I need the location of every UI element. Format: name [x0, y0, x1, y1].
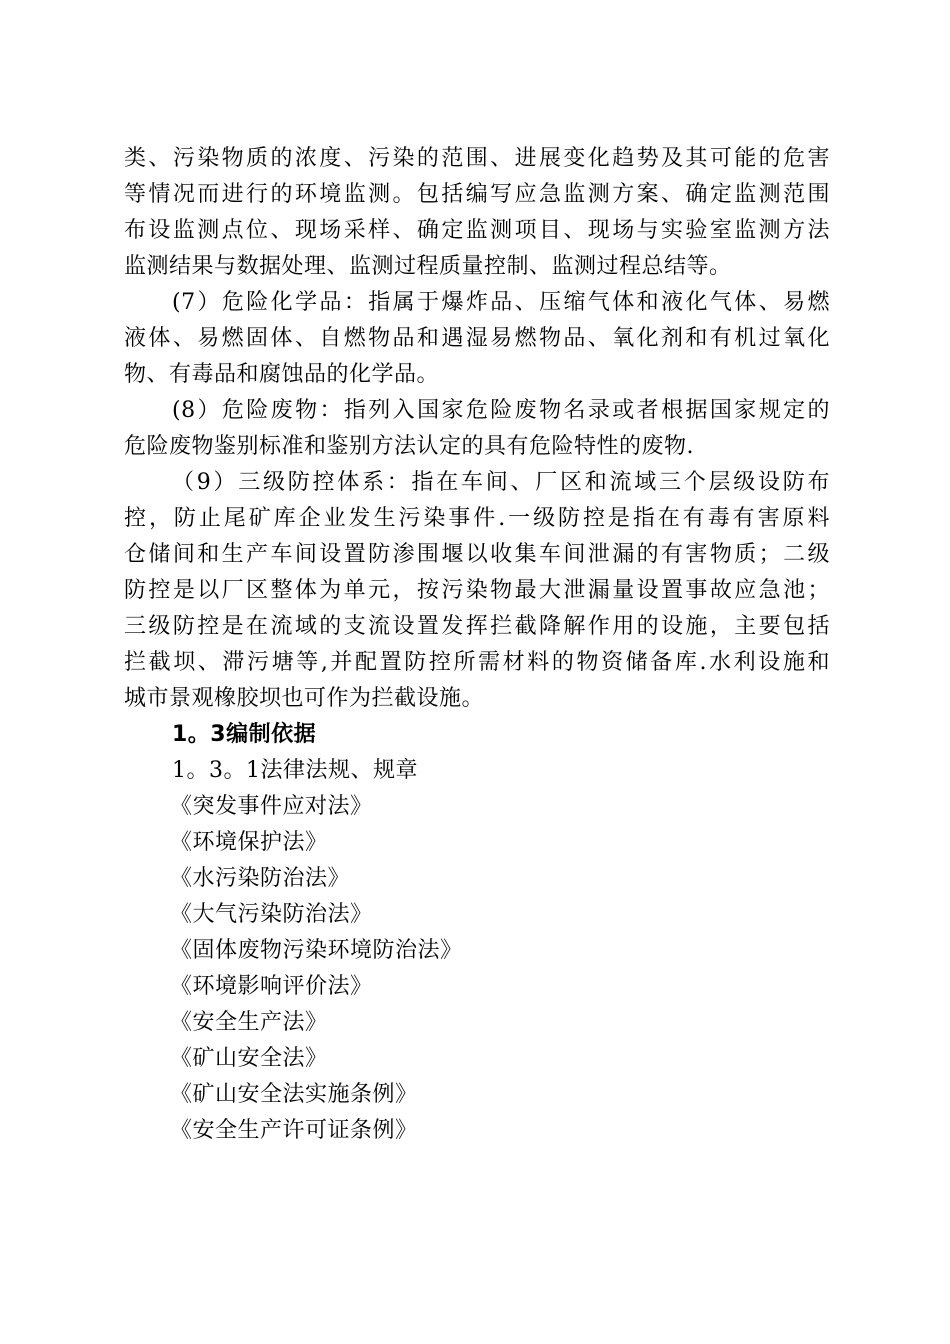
- law-item: 《突发事件应对法》: [170, 794, 373, 819]
- law-item: 《水污染防治法》: [170, 866, 351, 891]
- paragraph-line: 等情况而进行的环境监测。包括编写应急监测方案、确定监测范围: [124, 182, 830, 207]
- paragraph-line: 物、有毒品和腐蚀品的化学品。: [124, 362, 440, 387]
- law-item: 《安全生产许可证条例》: [170, 1118, 418, 1143]
- law-item: 《矿山安全法实施条例》: [170, 1082, 418, 1107]
- paragraph-line: 城市景观橡胶坝也可作为拦截设施。: [124, 686, 485, 711]
- document-body: [124, 141, 830, 1149]
- paragraph-line: 液体、易燃固体、自燃物品和遇湿易燃物品、氧化剂和有机过氧化: [124, 326, 830, 351]
- paragraph-line: 类、污染物质的浓度、污染的范围、进展变化趋势及其可能的危害: [124, 146, 830, 171]
- section-heading: 1。3编制依据: [172, 722, 317, 747]
- subsection-heading: 1。3。1法律法规、规章: [172, 758, 418, 783]
- paragraph-line: 拦截坝、滞污塘等,并配置防控所需材料的物资储备库.水利设施和: [124, 650, 830, 675]
- law-item: 《安全生产法》: [170, 1010, 328, 1035]
- paragraph-line: 监测结果与数据处理、监测过程质量控制、监测过程总结等。: [124, 254, 732, 279]
- law-item: 《矿山安全法》: [170, 1046, 328, 1071]
- paragraph-line: 三级防控是在流域的支流设置发挥拦截降解作用的设施，主要包括: [124, 614, 830, 639]
- paragraph-line: 仓储间和生产车间设置防渗围堰以收集车间泄漏的有害物质；二级: [124, 542, 830, 567]
- law-item: 《固体废物污染环境防治法》: [170, 938, 463, 963]
- paragraph-line: （9）三级防控体系：指在车间、厂区和流域三个层级设防布: [172, 470, 830, 495]
- paragraph-line: 防控是以厂区整体为单元，按污染物最大泄漏量设置事故应急池；: [124, 578, 830, 603]
- law-item: 《大气污染防治法》: [170, 902, 373, 927]
- paragraph-line: (8）危险废物：指列入国家危险废物名录或者根据国家规定的: [172, 398, 830, 423]
- paragraph-line: 危险废物鉴别标准和鉴别方法认定的具有危险特性的废物.: [124, 434, 694, 459]
- paragraph-line: 控，防止尾矿库企业发生污染事件.一级防控是指在有毒有害原料: [124, 506, 830, 531]
- law-item: 《环境保护法》: [170, 830, 328, 855]
- paragraph-line: 布设监测点位、现场采样、确定监测项目、现场与实验室监测方法: [124, 218, 830, 243]
- paragraph-line: (7）危险化学品：指属于爆炸品、压缩气体和液化气体、易燃: [172, 290, 830, 315]
- law-item: 《环境影响评价法》: [170, 974, 373, 999]
